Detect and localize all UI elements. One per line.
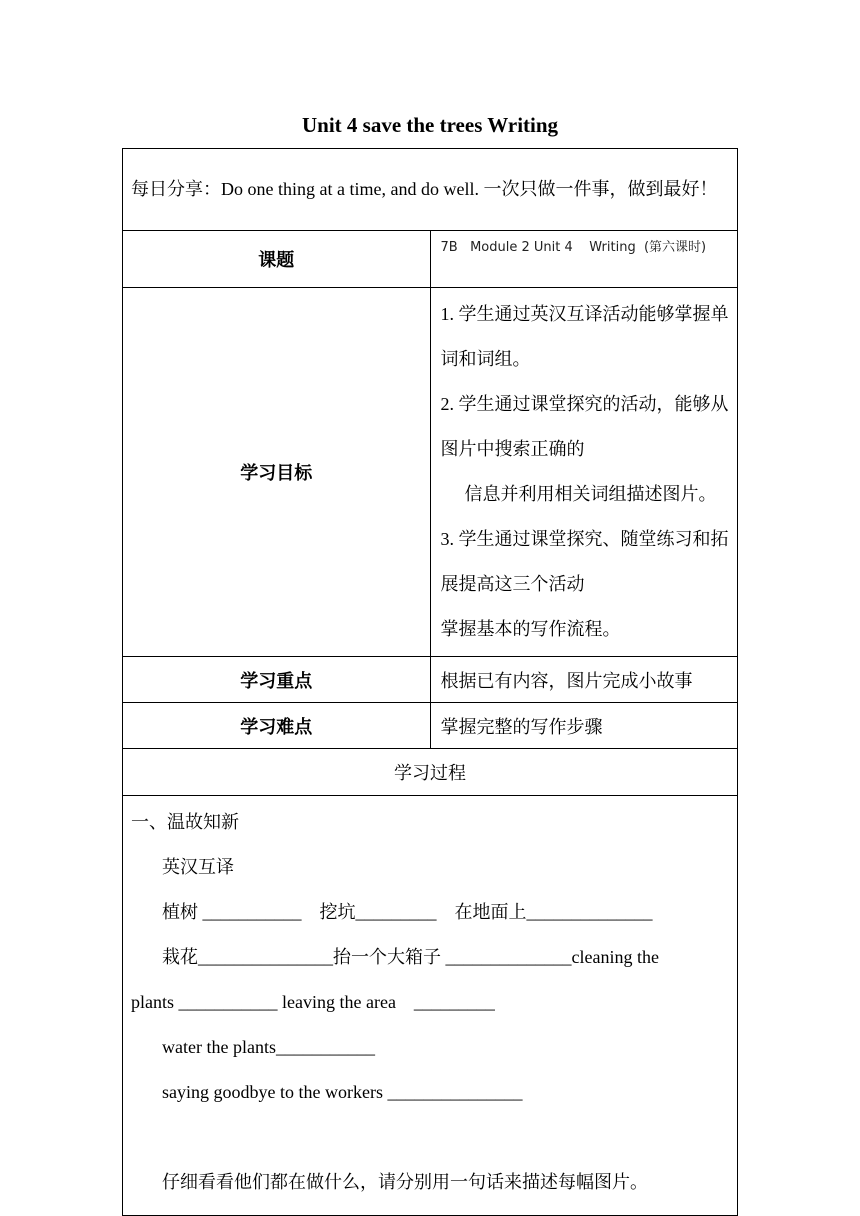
goals-label: 学习目标: [123, 288, 431, 657]
process-body-row: [123, 796, 738, 1216]
instruction-text: 仔细看看他们都在做什么，请分别用一句话来描述每幅图片。: [162, 1172, 648, 1192]
key-points-row: [123, 657, 738, 703]
goal-item: 3. 学生通过课堂探究、随堂练习和拓展提高这三个活动: [440, 529, 729, 594]
difficulties-label: 学习难点: [123, 703, 431, 749]
process-header-row: [123, 749, 738, 796]
difficulties-row: [123, 703, 738, 749]
translation-line: 植树 ___________ 挖坑_________ 在地面上______________: [162, 902, 653, 922]
key-points-label: 学习重点: [123, 657, 431, 703]
process-header: 学习过程: [123, 749, 738, 796]
topic-label: 课题: [123, 231, 431, 288]
document-title: Unit 4 save the trees Writing: [301, 113, 559, 137]
translation-line: saying goodbye to the workers _______________: [162, 1082, 523, 1102]
goal-item: 1. 学生通过英汉互译活动能够掌握单词和词组。: [440, 304, 729, 369]
goal-item: 2. 学生通过课堂探究的活动，能够从图片中搜索正确的: [440, 394, 729, 459]
spacer: [131, 1115, 729, 1160]
section-heading: 一、温故知新: [131, 812, 239, 832]
goal-item-continued: 掌握基本的写作流程。: [440, 619, 621, 639]
translation-line: 栽花_______________抬一个大箱子 ______________cleaning the: [162, 947, 659, 967]
key-points-value: 根据已有内容，图片完成小故事: [430, 657, 738, 703]
topic-row: [123, 231, 738, 288]
topic-value: 7B Module 2 Unit 4 Writing (第六课时): [430, 231, 738, 288]
goal-item-continued: 信息并利用相关词组描述图片。: [464, 484, 717, 504]
translation-line: plants ___________ leaving the area _________: [131, 992, 495, 1012]
goals-row: [123, 288, 738, 657]
difficulties-value: 掌握完整的写作步骤: [430, 703, 738, 749]
section-subheading: 英汉互译: [162, 857, 234, 877]
daily-share-text: 每日分享：Do one thing at a time, and do well. 一次只做一件事，做到最好！: [123, 149, 738, 231]
daily-share-row: [123, 149, 738, 231]
lesson-plan-table: [122, 148, 738, 1216]
process-body: [123, 796, 738, 1216]
goals-list: [430, 288, 738, 657]
translation-line: water the plants___________: [162, 1037, 375, 1057]
